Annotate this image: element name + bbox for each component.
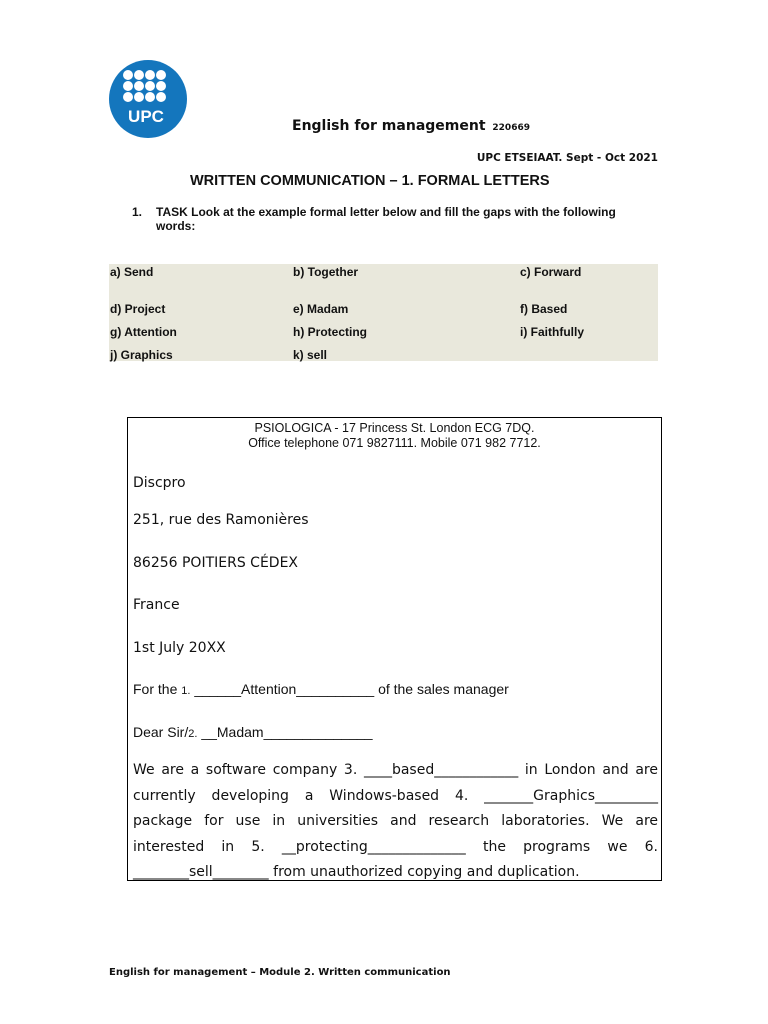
letter-date: 1st July 20XX [133,640,226,656]
formal-letter-box [127,417,662,881]
gap-number: 2. [188,728,198,740]
letter-body-line: package for use in universities and research laboratories. We are [133,813,658,829]
word-item: k) sell [293,348,328,362]
letter-header-address: PSIOLOGICA - 17 Princess St. London ECG 7DQ. [254,421,535,435]
word-item: b) Together [293,265,359,279]
word-item: i) Faithfully [520,325,584,339]
course-name: English for management [292,118,486,134]
task-number: 1. [132,205,143,219]
page-footer: English for management – Module 2. Written communication [109,967,451,978]
word-item: d) Project [110,302,166,316]
gap-fill: __Madam______________ [201,724,373,740]
word-item: a) Send [110,265,154,279]
term-label: UPC ETSEIAAT. Sept - Oct 2021 [476,152,658,164]
word-item: e) Madam [293,302,349,316]
document-title: WRITTEN COMMUNICATION – 1. FORMAL LETTERS [190,173,550,189]
upc-logo [109,60,187,138]
recipient-company: Discpro [133,475,186,491]
letter-body-line: We are a software company 3. ____based____________ in London and are [133,762,658,778]
word-list-table [109,264,658,361]
course-code: 220669 [492,123,530,133]
gap-number: 1. [181,685,191,697]
task-text: TASK Look at the example formal letter below and fill the gaps with the following words: [156,205,616,233]
word-item: j) Graphics [110,348,173,362]
recipient-country: France [133,597,180,613]
course-title [292,118,530,134]
task-instruction [132,205,658,233]
letter-body-line: interested in 5. __protecting______________ the programs we 6. [133,839,658,855]
attention-line: For the 1. ______Attention__________ of the sales manager [133,681,509,697]
letter-header-phone: Office telephone 071 9827111. Mobile 071 982 7712. [248,436,541,450]
svg-text:UPC: UPC [128,107,164,126]
recipient-street: 251, rue des Ramonières [133,512,309,528]
letter-body-line: ________sell________ from unauthorized copying and duplication. [133,864,580,880]
word-item: h) Protecting [293,325,367,339]
letter-body-line: currently developing a Windows-based 4. _______Graphics_________ [133,788,658,804]
word-item: f) Based [520,302,568,316]
gap-fill: ______Attention__________ [194,681,375,697]
word-item: g) Attention [110,325,177,339]
word-item: c) Forward [520,265,582,279]
salutation-line: Dear Sir/2. __Madam______________ [133,724,373,740]
recipient-city: 86256 POITIERS CÉDEX [133,555,299,571]
